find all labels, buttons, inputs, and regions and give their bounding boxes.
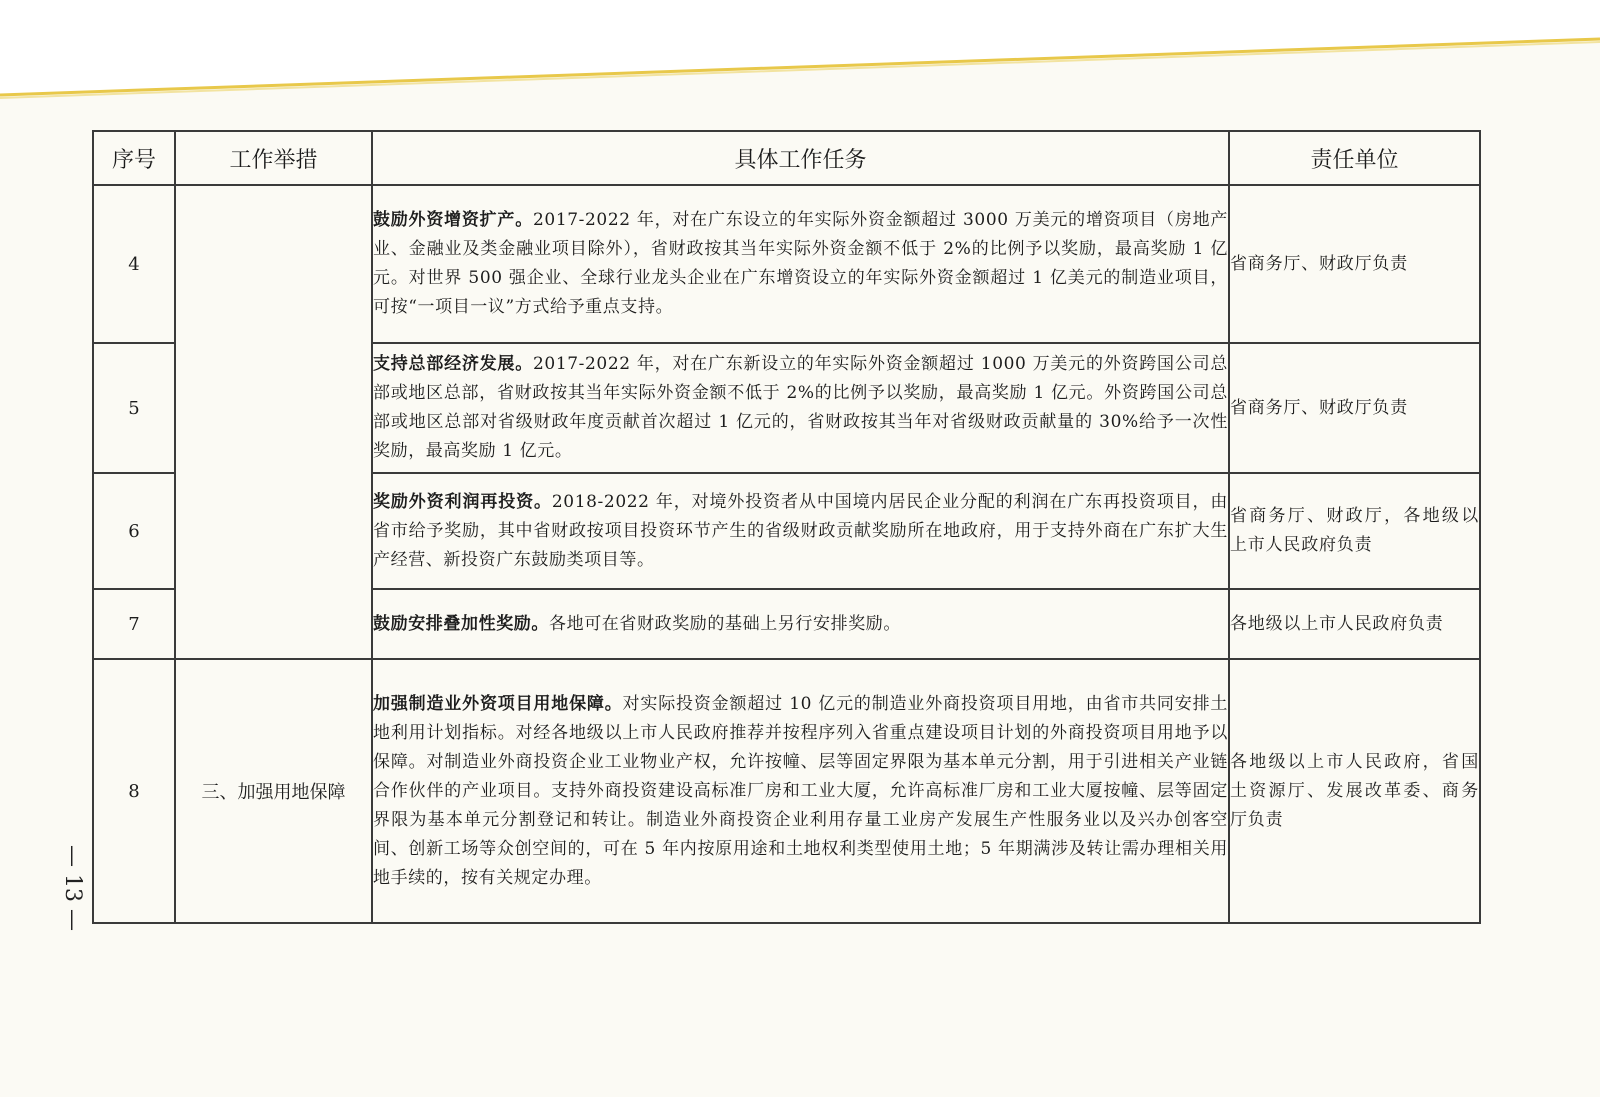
- row-unit: 各地级以上市人民政府，省国土资源厅、发展改革委、商务厅负责: [1229, 659, 1480, 923]
- row-task: [372, 185, 1229, 343]
- row-unit: 各地级以上市人民政府负责: [1229, 589, 1480, 659]
- task-title: 鼓励外资增资扩产。: [373, 210, 533, 230]
- row-unit: 省商务厅、财政厅，各地级以上市人民政府负责: [1229, 473, 1480, 589]
- task-body: 2017-2022 年，对在广东新设立的年实际外资金额超过 1000 万美元的外资跨国公司总部或地区总部，省财政按其当年实际外资金额不低于 2%的比例予以奖励，最高奖励 1 亿元。外资跨国公司总部或地区总部对省级财政年度贡献首次超过 1 亿元的，省财政按其当年对省级财政贡献量的 30%给予一次性奖励，最高奖励 1 亿元。: [373, 354, 1228, 461]
- table-row: [93, 185, 1480, 343]
- page-number: — 13 —: [60, 845, 86, 931]
- scan-page-edge: [0, 0, 1600, 110]
- row-seq: 8: [93, 659, 175, 923]
- task-body: 各地可在省财政奖励的基础上另行安排奖励。: [549, 613, 901, 634]
- row-measure-empty: [175, 185, 372, 659]
- row-unit: 省商务厅、财政厅负责: [1229, 185, 1480, 343]
- row-seq: 4: [93, 185, 175, 343]
- table-header-row: [93, 131, 1480, 185]
- table-row: [93, 659, 1480, 923]
- row-task: [372, 659, 1229, 923]
- header-seq: 序号: [93, 131, 175, 185]
- row-task: [372, 589, 1229, 659]
- task-table: [92, 130, 1481, 924]
- task-title: 鼓励安排叠加性奖励。: [373, 613, 549, 634]
- task-title: 支持总部经济发展。: [373, 354, 533, 374]
- row-measure: 三、加强用地保障: [175, 659, 372, 923]
- row-seq: 7: [93, 589, 175, 659]
- row-unit: 省商务厅、财政厅负责: [1229, 343, 1480, 473]
- task-body: 2017-2022 年，对在广东设立的年实际外资金额超过 3000 万美元的增资项目（房地产业、金融业及类金融业项目除外），省财政按其当年实际外资金额不低于 2%的比例予以奖励，最高奖励 1 亿元。对世界 500 强企业、全球行业龙头企业在广东增资设立的年实际外资金额超过 1 亿美元的制造业项目，可按“一项目一议”方式给予重点支持。: [373, 210, 1228, 317]
- row-task: [372, 343, 1229, 473]
- row-seq: 5: [93, 343, 175, 473]
- task-title: 加强制造业外资项目用地保障。: [373, 693, 623, 714]
- task-title: 奖励外资利润再投资。: [373, 491, 552, 512]
- header-measure: 工作举措: [175, 131, 372, 185]
- header-unit: 责任单位: [1229, 131, 1480, 185]
- row-task: [372, 473, 1229, 589]
- header-task: 具体工作任务: [372, 131, 1229, 185]
- task-body: 2018-2022 年，对境外投资者从中国境内居民企业分配的利润在广东再投资项目，由省市给予奖励，其中省财政按项目投资环节产生的省级财政贡献奖励所在地政府，用于支持外商在广东扩大生产经营、新投资广东鼓励类项目等。: [373, 491, 1229, 570]
- task-body: 对实际投资金额超过 10 亿元的制造业外商投资项目用地，由省市共同安排土地利用计划指标。对经各地级以上市人民政府推荐并按程序列入省重点建设项目计划的外商投资项目用地予以保障。对制造业外商投资企业工业物业产权，允许按幢、层等固定界限为基本单元分割，用于引进相关产业链合作伙伴的产业项目。支持外商投资建设高标准厂房和工业大厦，允许高标准厂房和工业大厦按幢、层等固定界限为基本单元分割登记和转让。制造业外商投资企业利用存量工业房产发展生产性服务业以及兴办创客空间、创新工场等众创空间的，可在 5 年内按原用途和土地权利类型使用土地；5 年期满涉及转让需办理相关用地手续的，按有关规定办理。: [373, 693, 1228, 888]
- row-seq: 6: [93, 473, 175, 589]
